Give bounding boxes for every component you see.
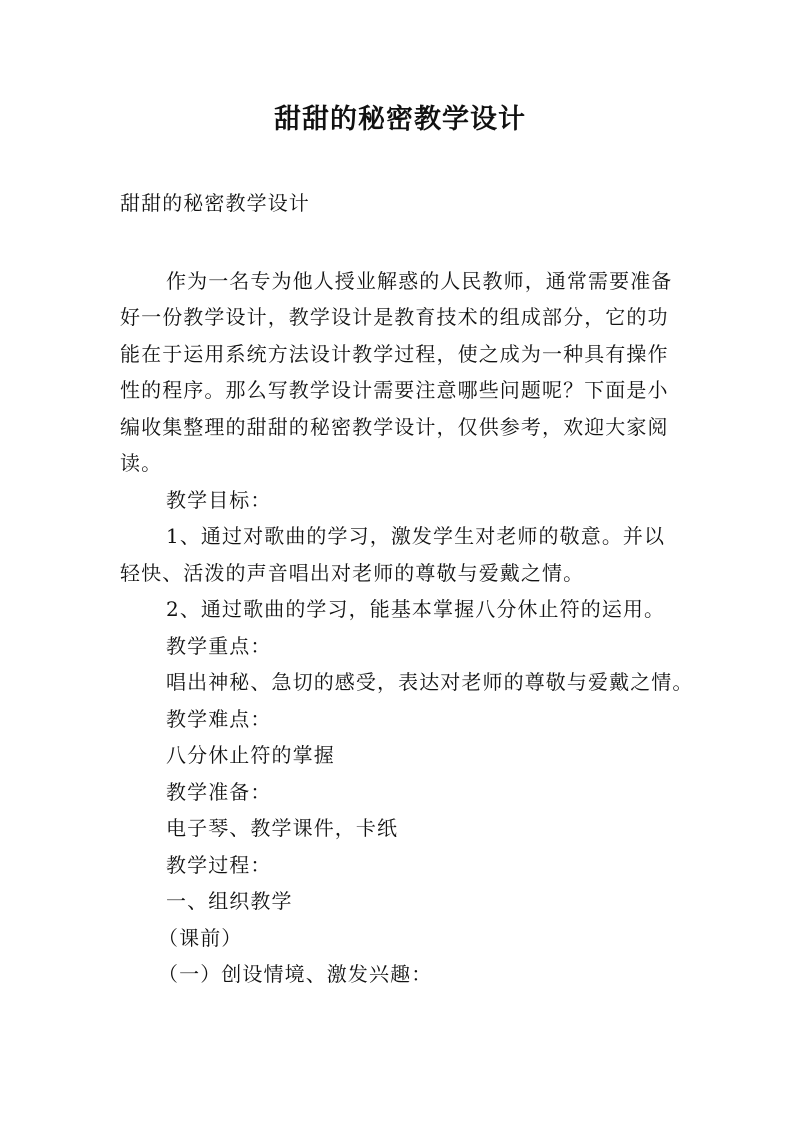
- document-subtitle: 甜甜的秘密教学设计: [120, 191, 310, 215]
- intro-line: 作为一名专为他人授业解惑的人民教师，通常需要准备: [166, 268, 673, 293]
- intro-line: 读。: [120, 451, 163, 475]
- difficulty-text: 八分休止符的掌握: [166, 743, 335, 767]
- goal-1-line: 1、通过对歌曲的学习，激发学生对老师的敬意。并以: [166, 524, 666, 548]
- step-1: 一、组织教学: [166, 889, 293, 913]
- intro-line: 好一份教学设计，教学设计是教育技术的组成部分，它的功: [120, 305, 669, 329]
- key-heading: 教学重点：: [166, 633, 272, 658]
- document-title: 甜甜的秘密教学设计: [274, 104, 526, 135]
- intro-line: 编收集整理的甜甜的秘密教学设计，仅供参考，欢迎大家阅: [120, 414, 669, 439]
- difficulty-heading: 教学难点：: [166, 706, 272, 731]
- key-text: 唱出神秘、急切的感受，表达对老师的尊敬与爱戴之情。: [166, 670, 694, 694]
- goal-1-line: 轻快、活泼的声音唱出对老师的尊敬与爱戴之情。: [120, 560, 585, 585]
- goals-heading: 教学目标：: [166, 487, 272, 512]
- prep-heading: 教学准备：: [166, 779, 272, 804]
- intro-line: 性的程序。那么写教学设计需要注意哪些问题呢？下面是小: [120, 378, 669, 402]
- step-1-sub: （一）创设情境、激发兴趣：: [158, 962, 433, 986]
- intro-line: 能在于运用系统方法设计教学过程，使之成为一种具有操作: [120, 341, 669, 366]
- document-body: [120, 185, 694, 993]
- step-1-note: （课前）: [158, 925, 243, 950]
- process-heading: 教学过程：: [166, 852, 272, 877]
- prep-text: 电子琴、教学课件，卡纸: [166, 816, 399, 840]
- goal-2: 2、通过歌曲的学习，能基本掌握八分休止符的运用。: [166, 597, 666, 621]
